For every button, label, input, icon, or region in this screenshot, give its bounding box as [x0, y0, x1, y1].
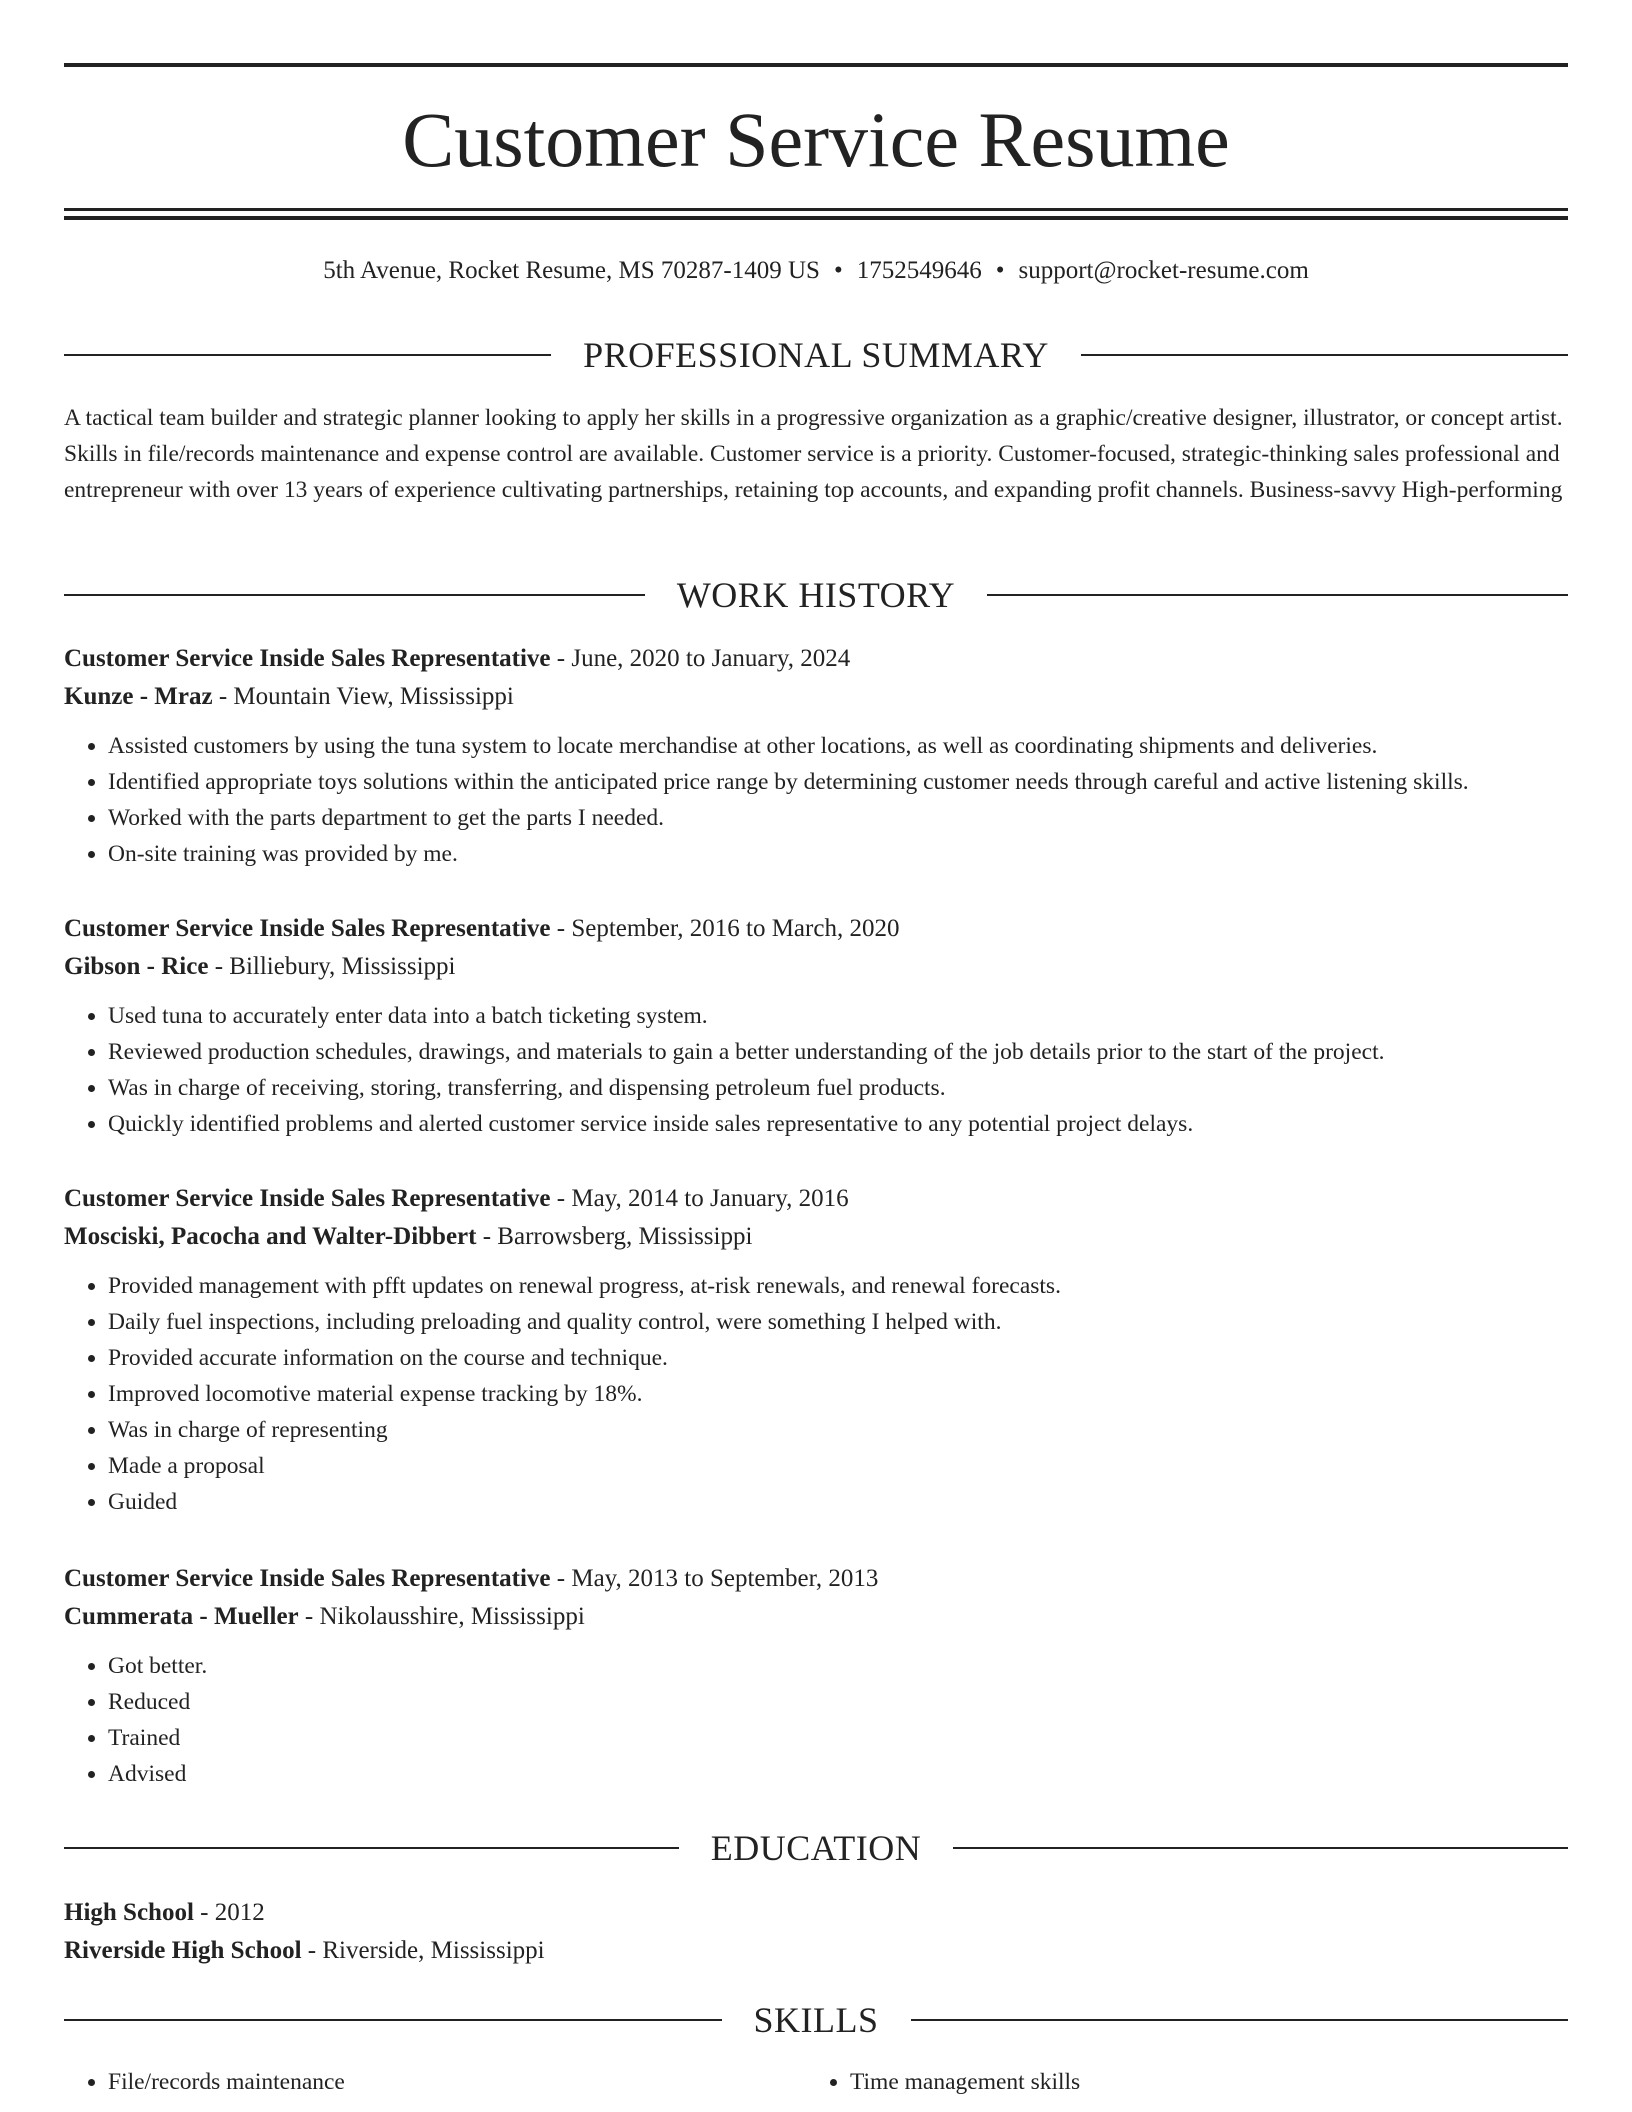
- job-title: Customer Service Inside Sales Representative: [64, 915, 551, 942]
- contact-separator: •: [995, 257, 1005, 284]
- section-heading-summary: [64, 333, 1568, 377]
- section-title: SKILLS: [753, 2000, 879, 2040]
- summary-text: A tactical team builder and strategic planner looking to apply her skills in a progressive organization as a graphic/creative designer, illustrator, or concept artist. Skills in file/records maintenance and expense control are available. Customer service is a priority. Customer-focused, strategic-thinking sales professional and entrepreneur with over 13 years of experience cultivating partnerships, retaining top accounts, and expanding profit channels. Business-savvy High-performing: [64, 405, 1563, 503]
- education-degree: High School: [64, 1899, 194, 1926]
- job-bullet: • Provided accurate information on the course and technique.: [108, 1340, 1568, 1376]
- job-bullets: [64, 998, 1568, 1142]
- education-location: - Riverside, Mississippi: [301, 1937, 545, 1964]
- section-heading-skills: [64, 1998, 1568, 2042]
- contact-phone: 1752549646: [856, 257, 982, 284]
- job-title-line: [64, 910, 1568, 948]
- job-company-line: [64, 1598, 1568, 1636]
- job-location: - Barrowsberg, Mississippi: [476, 1223, 753, 1250]
- job-company: Kunze - Mraz: [64, 683, 213, 710]
- heading-rule: [987, 594, 1568, 596]
- skills-list-right: [806, 2064, 1548, 2100]
- title-rule-lower: [64, 216, 1568, 220]
- heading-rule: [1081, 354, 1568, 356]
- job-bullet: • On-site training was provided by me.: [108, 836, 1568, 872]
- section-heading-work: [64, 573, 1568, 617]
- job-company-line: [64, 678, 1568, 716]
- job-bullet: • Reduced: [108, 1684, 1568, 1720]
- section-heading-education: [64, 1826, 1568, 1870]
- job-location: - Mountain View, Mississippi: [212, 683, 514, 710]
- title-rule-upper: [64, 208, 1568, 211]
- job-company-line: [64, 948, 1568, 986]
- job-dates: - May, 2013 to September, 2013: [550, 1565, 879, 1592]
- job-entry: [64, 910, 1568, 1142]
- contact-email: support@rocket-resume.com: [1018, 257, 1309, 284]
- job-bullet: • Trained: [108, 1720, 1568, 1756]
- job-title-line: [64, 1560, 1568, 1598]
- heading-rule: [64, 2019, 722, 2021]
- job-dates: - September, 2016 to March, 2020: [550, 915, 900, 942]
- job-title-line: [64, 640, 1568, 678]
- skill-item: • Time management skills: [850, 2064, 1548, 2100]
- job-bullet: • Identified appropriate toys solutions within the anticipated price range by determining customer needs through careful and active listening skills.: [108, 764, 1568, 800]
- job-entry: [64, 1560, 1568, 1792]
- job-company: Mosciski, Pacocha and Walter-Dibbert: [64, 1223, 477, 1250]
- section-title: PROFESSIONAL SUMMARY: [583, 335, 1049, 375]
- job-entry: [64, 1180, 1568, 1520]
- heading-rule: [64, 1847, 679, 1849]
- education-degree-line: [64, 1894, 1568, 1932]
- job-bullet: • Improved locomotive material expense tracking by 18%.: [108, 1376, 1568, 1412]
- job-bullet: • Worked with the parts department to get the parts I needed.: [108, 800, 1568, 836]
- job-dates: - May, 2014 to January, 2016: [550, 1185, 849, 1212]
- resume-title: Customer Service Resume: [402, 96, 1230, 183]
- skills-list-left: [64, 2064, 806, 2100]
- skills-columns: [64, 2064, 1568, 2100]
- contact-line: [64, 254, 1568, 288]
- section-title: WORK HISTORY: [676, 575, 956, 615]
- job-bullet: • Daily fuel inspections, including preloading and quality control, were something I helped with.: [108, 1304, 1568, 1340]
- education-year: - 2012: [193, 1899, 265, 1926]
- section-title: EDUCATION: [710, 1828, 922, 1868]
- job-bullet: • Advised: [108, 1756, 1568, 1792]
- job-location: - Nikolausshire, Mississippi: [298, 1603, 585, 1630]
- job-bullet: • Was in charge of receiving, storing, transferring, and dispensing petroleum fuel products.: [108, 1070, 1568, 1106]
- job-bullet: • Provided management with pfft updates on renewal progress, at-risk renewals, and renewal forecasts.: [108, 1268, 1568, 1304]
- job-bullet: • Used tuna to accurately enter data into a batch ticketing system.: [108, 998, 1568, 1034]
- heading-rule: [64, 594, 645, 596]
- job-title: Customer Service Inside Sales Representative: [64, 1565, 551, 1592]
- heading-rule: [64, 354, 551, 356]
- job-bullet: • Reviewed production schedules, drawings, and materials to gain a better understanding of the job details prior to the start of the project.: [108, 1034, 1568, 1070]
- job-bullet: • Was in charge of representing: [108, 1412, 1568, 1448]
- top-rule: [64, 63, 1568, 67]
- job-bullets: [64, 728, 1568, 872]
- job-company-line: [64, 1218, 1568, 1256]
- job-bullet: • Quickly identified problems and alerted customer service inside sales representative to any potential project delays.: [108, 1106, 1568, 1142]
- job-title: Customer Service Inside Sales Representative: [64, 645, 551, 672]
- job-title-line: [64, 1180, 1568, 1218]
- job-bullet: • Got better.: [108, 1648, 1568, 1684]
- education-school: Riverside High School: [64, 1937, 302, 1964]
- skill-item: • File/records maintenance: [108, 2064, 806, 2100]
- education-school-line: [64, 1932, 1568, 1970]
- job-title: Customer Service Inside Sales Representative: [64, 1185, 551, 1212]
- job-bullet: • Assisted customers by using the tuna system to locate merchandise at other locations, as well as coordinating shipments and deliveries.: [108, 728, 1568, 764]
- education-entry: [64, 1894, 1568, 1970]
- job-bullets: [64, 1268, 1568, 1520]
- heading-rule: [953, 1847, 1568, 1849]
- job-bullet: • Made a proposal: [108, 1448, 1568, 1484]
- job-company: Cummerata - Mueller: [64, 1603, 299, 1630]
- job-company: Gibson - Rice: [64, 953, 209, 980]
- heading-rule: [911, 2019, 1569, 2021]
- job-dates: - June, 2020 to January, 2024: [550, 645, 851, 672]
- job-entry: [64, 640, 1568, 872]
- job-bullet: • Guided: [108, 1484, 1568, 1520]
- contact-address: 5th Avenue, Rocket Resume, MS 70287-1409 US: [323, 257, 820, 284]
- job-bullets: [64, 1648, 1568, 1792]
- contact-separator: •: [833, 257, 843, 284]
- job-location: - Billiebury, Mississippi: [208, 953, 456, 980]
